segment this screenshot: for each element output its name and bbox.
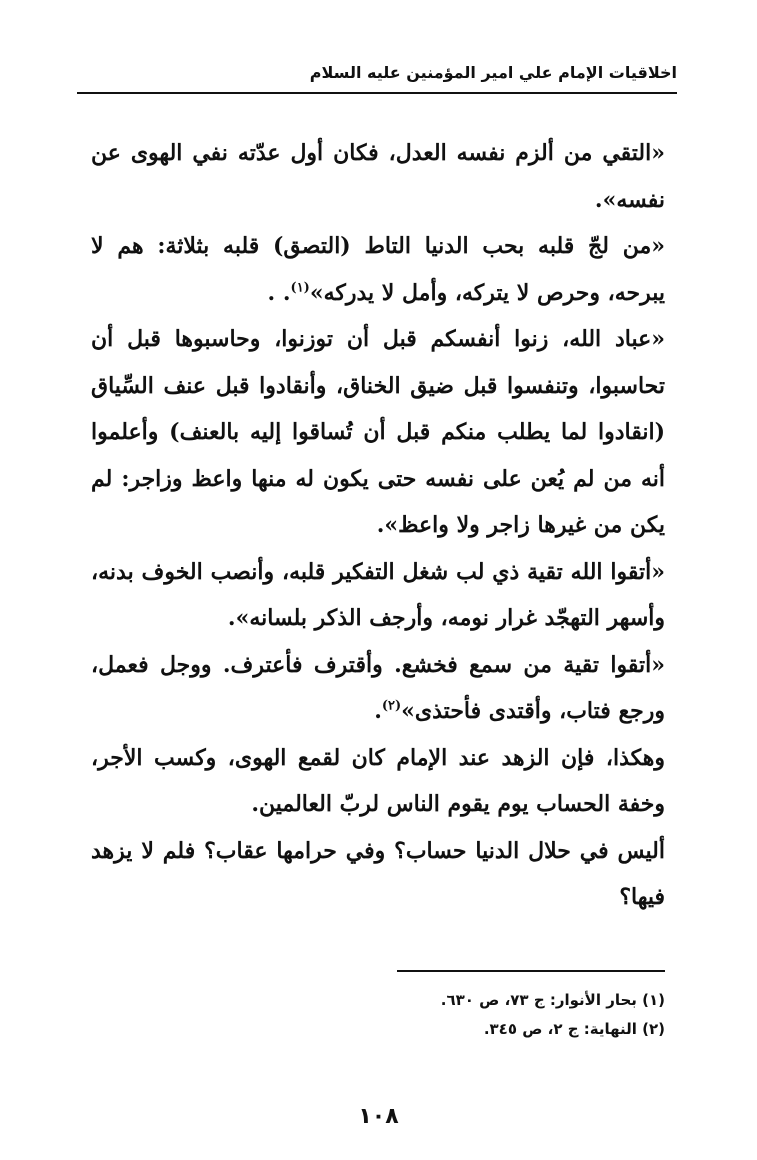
footnotes [91, 986, 665, 1044]
footnote-divider [397, 970, 665, 972]
paragraph-text: «من لجّ قلبه بحب الدنيا التاط (التصق) قلبه بثلاثة: هم لا يبرحه، وحرص لا يتركه، وأمل لا يدركه» [91, 233, 665, 306]
page-number: ١٠٨ [358, 1104, 399, 1129]
running-header [77, 58, 677, 94]
paragraph [91, 130, 665, 223]
paragraph-text: «عباد الله، زنوا أنفسكم قبل أن توزنوا، وحاسبوها قبل أن تحاسبوا، وتنفسوا قبل ضيق الخناق، وأنقادوا قبل عنف السِّياق (انقادوا لما يطلب منكم قبل أن تُساقوا إليه بالعنف) وأعلموا أنه من لم يُعن على نفسه حتى يكون له منها واعظ وزاجر: لم يكن من غيرها زاجر ولا واعظ». [91, 326, 665, 538]
paragraph [91, 642, 665, 735]
paragraph-text: أليس في حلال الدنيا حساب؟ وفي حرامها عقاب؟ فلم لا يزهد فيها؟ [91, 837, 665, 910]
paragraph [91, 223, 665, 316]
paragraph [91, 549, 665, 642]
paragraph-text: «التقي من ألزم نفسه العدل، فكان أول عدّته نفي الهوى عن نفسه». [91, 140, 665, 213]
paragraph [91, 735, 665, 828]
footnote-reference: (٢) [381, 698, 402, 714]
body-text [91, 130, 665, 921]
footnote: (٢) النهاية: ج ٢، ص ٣٤٥. [483, 1020, 665, 1038]
footnote: (١) بحار الأنوار: ج ٧٣، ص ٦٣٠. [440, 991, 665, 1009]
running-title: اخلاقيات الإمام علي امير المؤمنين عليه السلام [309, 63, 677, 82]
paragraph [91, 828, 665, 921]
footnote-reference: (١) [290, 280, 310, 296]
paragraph-text: وهكذا، فإن الزهد عند الإمام كان لقمع الهوى، وكسب الأجر، وخفة الحساب يوم يقوم الناس لربّ العالمين. [91, 744, 665, 817]
paragraph-tail: . . [267, 279, 291, 306]
paragraph-text: «أتقوا الله تقية ذي لب شغل التفكير قلبه، وأنصب الخوف بدنه، وأسهر التهجّد غرار نومه، وأرجف الذكر بلسانه». [91, 558, 665, 631]
paragraph-text: «أتقوا تقية من سمع فخشع. وأقترف فأعترف. ووجل فعمل، ورجع فتاب، وأقتدى فأحتذى» [91, 651, 665, 724]
paragraph [91, 316, 665, 549]
paragraph-tail: . [374, 698, 382, 724]
